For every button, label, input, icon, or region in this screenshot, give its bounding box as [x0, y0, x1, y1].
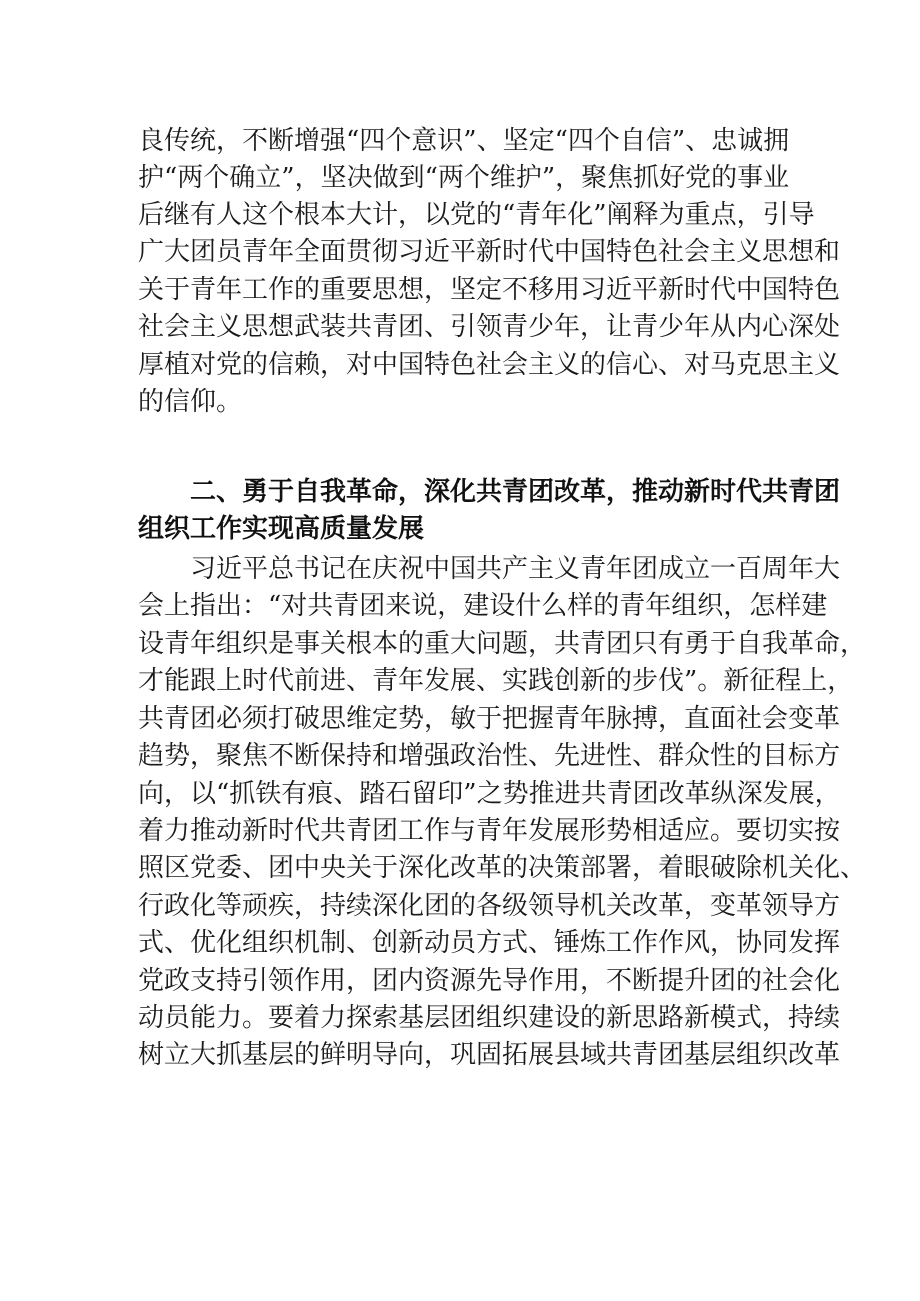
- paragraph-1-line-4: 广大团员青年全面贯彻习近平新时代中国特色社会主义思想和: [138, 237, 841, 267]
- paragraph-1-line-6: 社会主义思想武装共青团、引领青少年，让青少年从内心深处: [138, 312, 841, 342]
- paragraph-2-line-9: 照区党委、团中央关于深化改革的决策部署，着眼破除机关化、: [138, 853, 867, 883]
- paragraph-2-line-4: 才能跟上时代前进、青年发展、实践创新的步伐”。新征程上，: [138, 666, 854, 696]
- paragraph-2-line-10: 行政化等顽疾，持续深化团的各级领导机关改革，变革领导方: [138, 891, 841, 921]
- paragraph-2-line-1: 习近平总书记在庆祝中国共产主义青年团成立一百周年大: [190, 554, 841, 584]
- paragraph-1-line-3: 后继有人这个根本大计，以党的“青年化”阐释为重点，引导: [138, 200, 815, 230]
- paragraph-1-line-5: 关于青年工作的重要思想，坚定不移用习近平新时代中国特色: [138, 275, 841, 305]
- paragraph-2-line-3: 设青年组织是事关根本的重大问题，共青团只有勇于自我革命，: [138, 629, 867, 659]
- paragraph-2-line-5: 共青团必须打破思维定势，敏于把握青年脉搏，直面社会变革: [138, 704, 841, 734]
- paragraph-2-line-2: 会上指出：“对共青团来说，建设什么样的青年组织，怎样建: [138, 591, 828, 621]
- paragraph-2-line-7: 向，以“抓铁有痕、踏石留印”之势推进共青团改革纵深发展，: [138, 779, 841, 809]
- paragraph-2-line-6: 趋势，聚焦不断保持和增强政治性、先进性、群众性的目标方: [138, 741, 841, 771]
- paragraph-1-line-1: 良传统，不断增强“四个意识”、坚定“四个自信”、忠诚拥: [138, 126, 790, 156]
- paragraph-2-line-13: 动员能力。要着力探索基层团组织建设的新思路新模式，持续: [138, 1003, 841, 1033]
- paragraph-2-line-12: 党政支持引领作用，团内资源先导作用，不断提升团的社会化: [138, 966, 841, 996]
- paragraph-2-line-11: 式、优化组织机制、创新动员方式、锤炼工作作风，协同发挥: [138, 928, 841, 958]
- paragraph-1-line-7: 厚植对党的信赖，对中国特色社会主义的信心、对马克思主义: [138, 350, 841, 380]
- section-heading-line-1: 二、勇于自我革命，深化共青团改革，推动新时代共青团: [190, 477, 841, 507]
- paragraph-1-line-2: 护“两个确立”，坚决做到“两个维护”，聚焦抓好党的事业: [138, 163, 790, 193]
- section-heading-line-2: 组织工作实现高质量发展: [138, 514, 425, 544]
- paragraph-1-line-8: 的信仰。: [138, 387, 243, 417]
- paragraph-2-line-14: 树立大抓基层的鲜明导向，巩固拓展县域共青团基层组织改革: [138, 1040, 841, 1070]
- paragraph-2-line-8: 着力推动新时代共青团工作与青年发展形势相适应。要切实按: [138, 816, 841, 846]
